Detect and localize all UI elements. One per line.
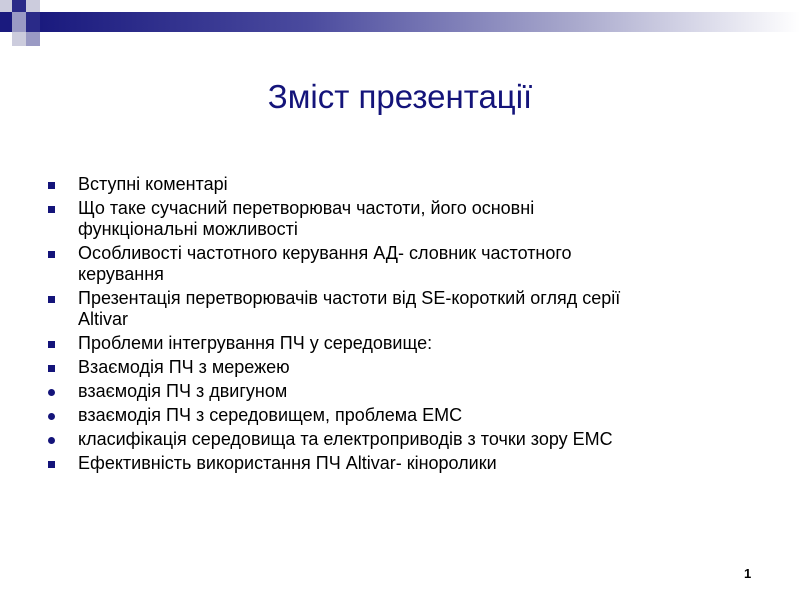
list-item [46, 381, 766, 402]
round-bullet-icon [48, 413, 55, 420]
corner-square-decoration [12, 0, 26, 12]
list-item-text: взаємодія ПЧ з двигуном [78, 381, 288, 401]
square-bullet-icon [48, 365, 55, 372]
list-item [46, 288, 766, 330]
list-item-text: функціональні можливості [78, 219, 298, 239]
list-item-text: керування [78, 264, 164, 284]
round-bullet-icon [48, 389, 55, 396]
square-bullet-icon [48, 251, 55, 258]
list-item [46, 198, 766, 240]
square-bullet-icon [48, 341, 55, 348]
corner-square-decoration [0, 12, 12, 32]
corner-square-decoration [26, 0, 40, 12]
list-item [46, 429, 766, 450]
square-bullet-icon [48, 461, 55, 468]
list-item-text: Презентація перетворювачів частоти від SE-короткий огляд серії [78, 288, 621, 308]
list-item-text: Ефективність використання ПЧ Altivar- кіноролики [78, 453, 497, 473]
list-item [46, 333, 766, 354]
list-item-text: Altivar [78, 309, 129, 329]
list-item [46, 357, 766, 378]
list-item-text: Вступні коментарі [78, 174, 228, 194]
header-gradient-bar [40, 12, 800, 32]
list-item-text: Взаємодія ПЧ з мережею [78, 357, 290, 377]
slide-title: Зміст презентації [267, 78, 533, 115]
list-item-text: взаємодія ПЧ з середовищем, проблема ЕМС [78, 405, 463, 425]
list-item [46, 453, 766, 474]
list-item-text: класифікація середовища та електроприводів з точки зору ЕМС [78, 429, 613, 449]
list-item [46, 405, 766, 426]
list-item [46, 174, 766, 195]
list-item-text: Що таке сучасний перетворювач частоти, його основні [78, 198, 535, 218]
corner-square-decoration [26, 12, 40, 32]
round-bullet-icon [48, 437, 55, 444]
square-bullet-icon [48, 182, 55, 189]
list-item [46, 243, 766, 285]
corner-square-decoration [26, 32, 40, 46]
list-item-text: Особливості частотного керування АД- словник частотного [78, 243, 572, 263]
corner-square-decoration [0, 0, 12, 12]
square-bullet-icon [48, 206, 55, 213]
contents-list [46, 174, 766, 477]
corner-square-decoration [12, 12, 26, 32]
page-number: 1 [744, 566, 752, 581]
list-item-text: Проблеми інтегрування ПЧ у середовище: [78, 333, 433, 353]
square-bullet-icon [48, 296, 55, 303]
corner-square-decoration [12, 32, 26, 46]
